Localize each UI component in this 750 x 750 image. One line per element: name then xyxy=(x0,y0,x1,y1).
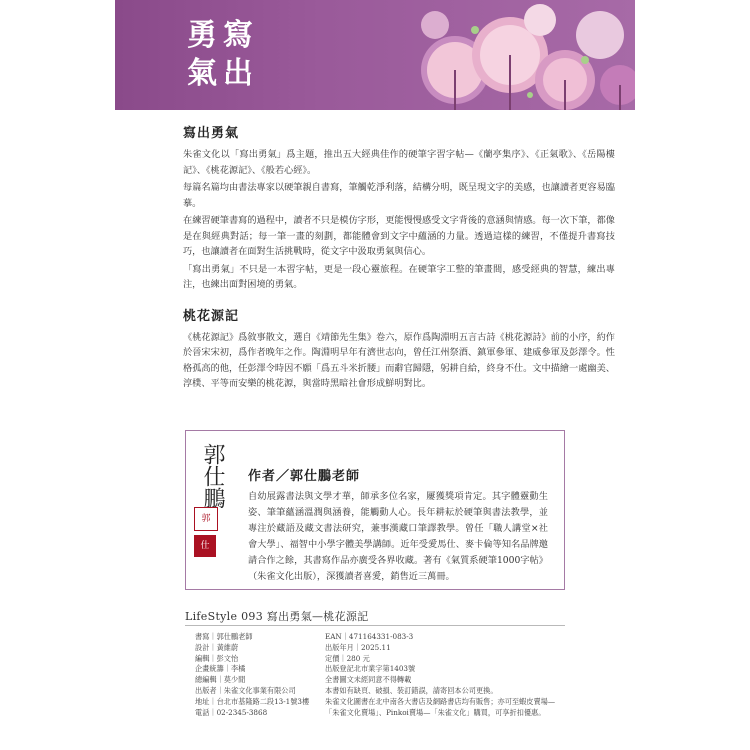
colophon-line: 電話｜02-2345-3868 xyxy=(195,707,268,717)
colophon-line: 本書如有缺頁、破損、裝訂錯誤，請寄回本公司更換。 xyxy=(325,685,498,695)
colophon-line: 書寫｜郭仕鵬老師 xyxy=(195,632,253,641)
colophon-line: 出版登記北市業字第1403號 xyxy=(325,664,416,674)
main-content xyxy=(183,122,615,394)
tree-illustration xyxy=(415,0,635,110)
colophon-line: 地址｜台北市基隆路二段13-1號3樓 xyxy=(195,696,310,706)
section1-paragraph: 「寫出勇氣」不只是一本習字帖，更是一段心靈旅程。在硬筆字工整的筆畫間，感受經典的智慧，練出專注，也練出面對困境的勇氣。 xyxy=(183,263,615,290)
colophon-line: 朱雀文化圖書在北中南各大書店及網路書店均有販售；亦可至蝦皮賣場— xyxy=(325,696,556,706)
colophon-right xyxy=(325,632,565,718)
section1-paragraph: 在練習硬筆書寫的過程中，讀者不只是模仿字形，更能慢慢感受文字背後的意涵與情感。每一次下筆，都像是在與經典對話；每一筆一畫的刻劃，都能體會到文字中蘊涵的力量。透過這樣的練習，不僅提升書寫技巧，也讓讀者在面對生活挑戰時，從文字中汲取勇氣與信心。 xyxy=(183,215,615,257)
section-heading-write-courage: 寫出勇氣 xyxy=(183,126,240,141)
colophon-line: 定價｜280 元 xyxy=(325,653,370,663)
colophon-line: EAN｜471164331-083-3 xyxy=(325,632,414,641)
banner-title xyxy=(185,18,255,92)
colophon-line: 設計｜黃維蔚 xyxy=(195,642,239,652)
section1-paragraph: 每篇名篇均由書法專家以硬筆親自書寫，筆觸乾淨利落，結構分明，既呈現文字的美感，也讓讀者更容易臨摹。 xyxy=(183,182,615,209)
author-title: 作者／郭仕鵬老師 xyxy=(248,469,361,484)
book-page xyxy=(115,0,635,750)
section-heading-peach-blossom: 桃花源記 xyxy=(183,308,240,324)
author-bio: 自幼展露書法與文學才華，師承多位名家，屢獲獎項肯定。其字體靈動生姿、筆筆蘊涵溫潤與涵養，能觸動人心。長年耕耘於硬筆與書法教學，並專注於藏語及藏文書法研究，兼事漢藏口筆譯教學。曾任「職人講堂×社會大學」、福智中小學字體美學講師。近年受愛馬仕、麥卡倫等知名品牌邀請合作之餘，其書寫作品亦廣受各界收藏。著有《氣質系硬筆1000字帖》（朱雀文化出版），深獲讀者喜愛，銷售近三萬冊。 xyxy=(248,491,548,582)
section2-paragraph: 《桃花源記》爲敘事散文，選自《靖節先生集》卷六，原作爲陶淵明五言古詩《桃花源詩》前的小序，約作於晉宋宋初，爲作者晚年之作。陶淵明早年有濟世志向，曾任江州祭酒、鎮軍參軍、建威參軍及彭澤令。性格孤高的他，任彭澤令時因不願「爲五斗米折腰」而辭官歸隱，躬耕自給，終身不仕。文中描繪一處幽美、淳樸、平等而安樂的桃花源，與當時黑暗社會形成鮮明對比。 xyxy=(183,331,615,389)
title-banner xyxy=(115,0,635,110)
colophon-line: 「朱雀文化賣場」、Pinkoi賣場—「朱雀文化」購買，可享折扣優惠。 xyxy=(325,707,546,717)
divider-rule xyxy=(185,625,565,626)
colophon-line: 企畫統籌｜李橘 xyxy=(195,664,246,674)
banner-char-3: 氣 xyxy=(187,56,217,91)
red-seal-filled: 仕 xyxy=(194,535,216,557)
colophon-line: 編輯｜彭文怡 xyxy=(195,653,239,663)
series-title: LifeStyle 093 寫出勇氣—桃花源記 xyxy=(185,610,369,623)
red-seal-outline: 郭 xyxy=(194,507,218,531)
author-box xyxy=(185,430,565,590)
banner-char-2: 寫 xyxy=(223,18,253,53)
signature-text: 郭仕鵬 xyxy=(200,443,225,509)
banner-char-4: 出 xyxy=(223,56,253,91)
colophon-line: 出版者｜朱雀文化事業有限公司 xyxy=(195,685,296,695)
banner-char-1: 勇 xyxy=(187,18,217,53)
colophon-line: 全書圖文未經同意不得轉載 xyxy=(325,675,412,685)
colophon-line: 出版年月｜2025.11 xyxy=(325,642,391,652)
section1-paragraph: 朱雀文化以「寫出勇氣」爲主題，推出五大經典佳作的硬筆字習字帖—《蘭亭集序》、《正氣歌》、《岳陽樓記》、《桃花源記》、《般若心經》。 xyxy=(183,149,615,176)
colophon-line: 總編輯｜莫少閒 xyxy=(195,675,246,685)
